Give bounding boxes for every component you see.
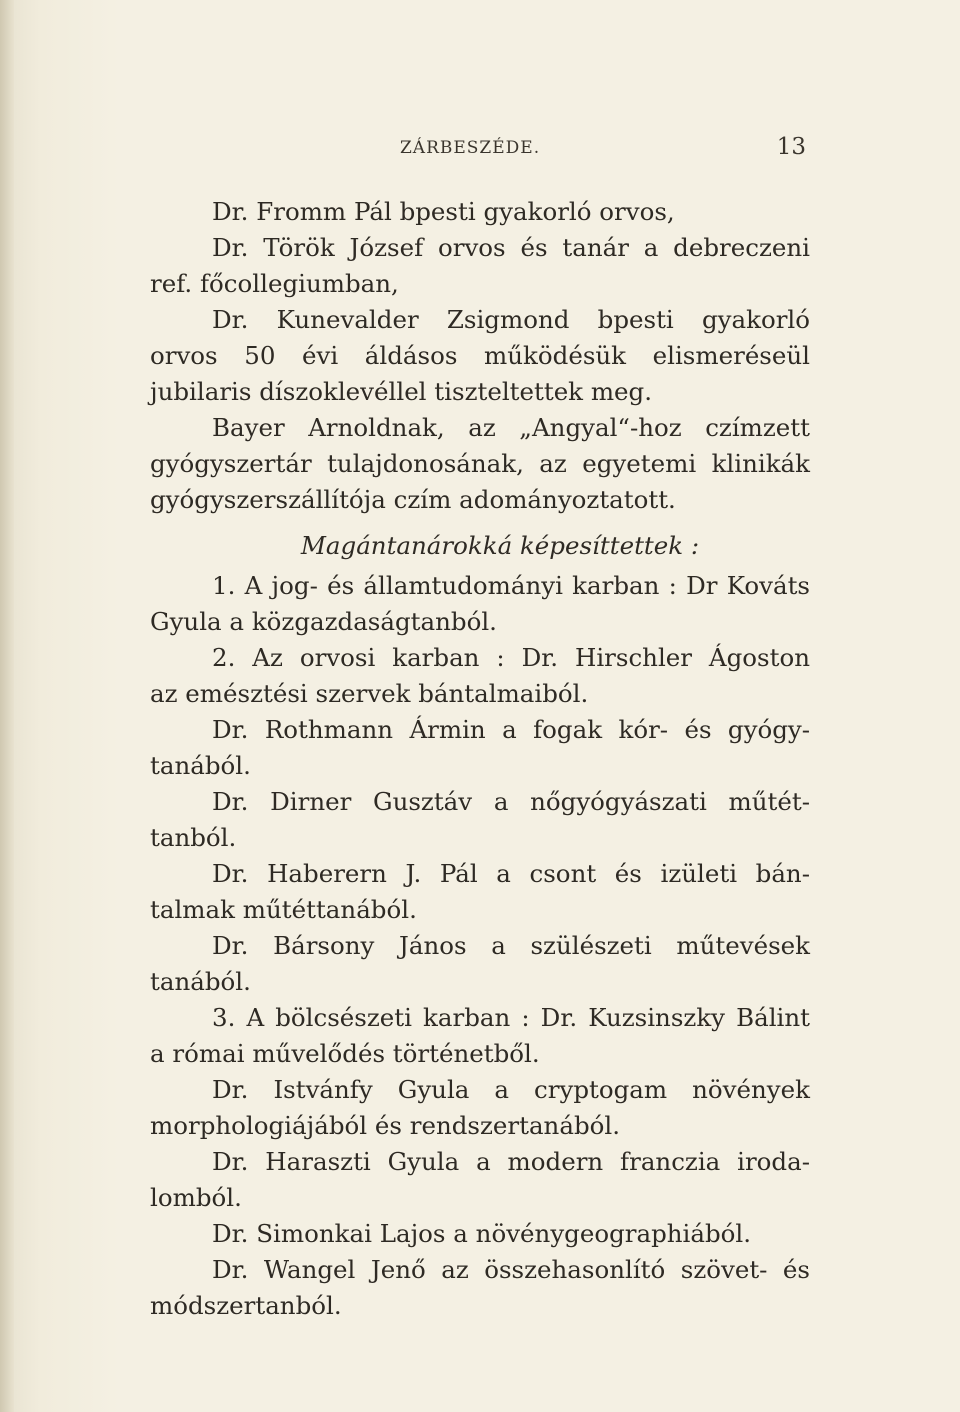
text-line: Dr. Simonkai Lajos a növénygeographiából. [212,1219,752,1248]
text-line: Dr. Kunevalder Zsigmond bpesti gyakorló [212,305,810,334]
text-line: gyógyszertár tulajdonosának, az egyetemi klinikák [150,449,810,478]
text-line: a római művelődés történetből. [150,1039,540,1068]
text-line: Dr. Haberern J. Pál a csont és izületi bán- [212,859,810,888]
text-line: Bayer Arnoldnak, az „Angyal“-hoz czímzett [212,413,810,442]
text-line: Dr. Wangel Jenő az összehasonlító szövet- és [212,1255,810,1284]
section-heading: Magántanárokká képesíttettek : [300,531,700,560]
text-line: Dr. Török József orvos és tanár a debreczeni [212,233,810,262]
page-number: 13 [776,134,806,160]
text-line: tanából. [150,967,251,996]
running-head: ZÁRBESZÉDE. [400,138,541,158]
text-line: tanából. [150,751,251,780]
text-line: 1. A jog- és államtudományi karban : Dr Kováts [212,571,810,600]
text-line: ref. főcollegiumban, [150,269,399,298]
text-line: orvos 50 évi áldásos működésük elismeréseül [150,341,810,370]
text-line: tanból. [150,823,237,852]
page-header [150,134,810,168]
text-line: Dr. Rothmann Ármin a fogak kór- és gyógy- [212,715,810,744]
text-line: Dr. Fromm Pál bpesti gyakorló orvos, [212,197,675,226]
page-binding-edge [0,0,14,1412]
text-line: Dr. Istvánfy Gyula a cryptogam növények [212,1075,810,1104]
text-line: az emésztési szervek bántalmaiból. [150,679,589,708]
text-line: Dr. Haraszti Gyula a modern franczia iroda- [212,1147,810,1176]
text-line: gyógyszerszállítója czím adományoztatott. [150,485,676,514]
text-line: lomból. [150,1183,242,1212]
text-line: talmak műtéttanából. [150,895,417,924]
text-line: Dr. Dirner Gusztáv a nőgyógyászati műtét- [212,787,810,816]
text-line: morphologiájából és rendszertanából. [150,1111,620,1140]
text-line: módszertanból. [150,1291,342,1320]
body-text [150,194,810,1324]
text-line: Dr. Bársony János a szülészeti műtevések [212,931,810,960]
text-line: 3. A bölcsészeti karban : Dr. Kuzsinszky Bálint [212,1003,810,1032]
text-line: Gyula a közgazdaságtanból. [150,607,497,636]
text-line: 2. Az orvosi karban : Dr. Hirschler Ágoston [212,643,810,672]
text-line: jubilaris díszoklevéllel tiszteltettek meg. [150,377,653,406]
